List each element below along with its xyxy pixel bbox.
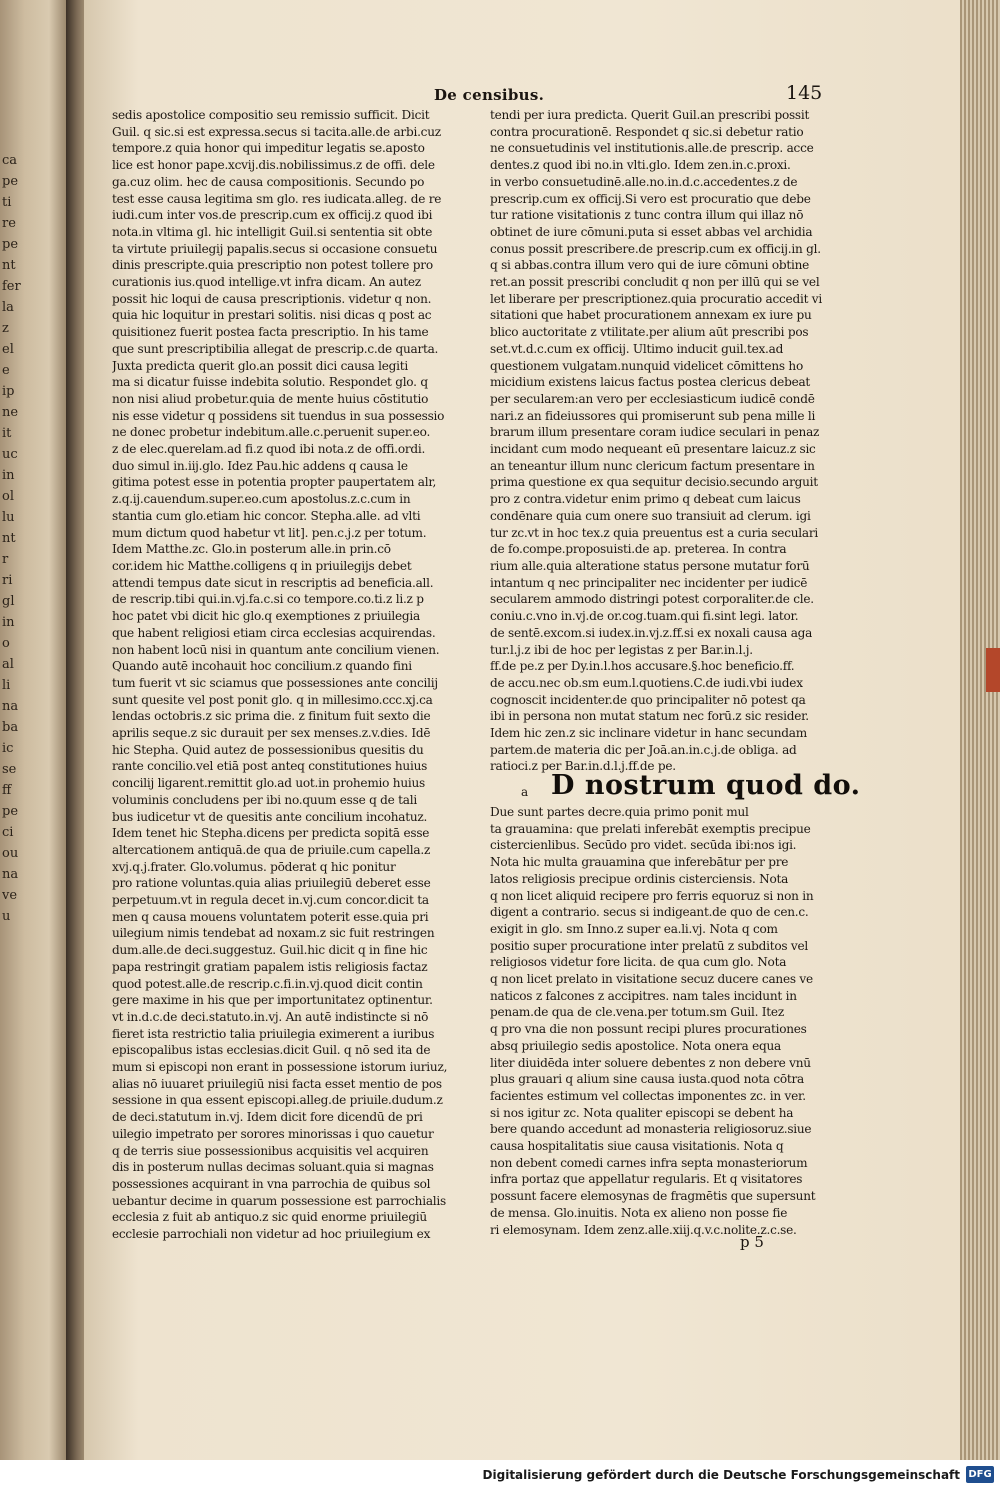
facing-page-fragment: in: [2, 615, 15, 630]
facing-page-fragment: al: [2, 657, 14, 672]
text-line: liter diuidēda inter soluere debentes z non debere vnū: [490, 1055, 811, 1070]
page-number: 145: [786, 82, 823, 104]
text-line: dum.alle.de deci.suggestuz. Guil.hic dicit q in fine hic: [112, 943, 428, 958]
facing-page-fragment: li: [2, 678, 11, 693]
text-line: facientes estimum vel collectas imponentes zc. in ver.: [490, 1088, 806, 1103]
text-line: de fo.compe.proposuisti.de ap. preterea. In contra: [490, 542, 787, 557]
text-line: iudi.cum inter vos.de prescrip.cum ex officij.z quod ibi: [112, 208, 433, 223]
text-line: voluminis concludens per ibi no.quum esse q de tali: [112, 792, 417, 807]
facing-page-fragment: ri: [2, 573, 13, 588]
footer-credit: Digitalisierung gefördert durch die Deutsche Forschungsgemeinschaft: [482, 1468, 960, 1482]
text-line: questionem vulgatam.nunquid videlicet cōmittens ho: [490, 358, 803, 373]
text-line: cistercienlibus. Secūdo pro videt. secūda ibi:nos igi.: [490, 838, 797, 853]
text-line: Nota hic multa grauamina que inferebātur per pre: [490, 855, 789, 870]
text-line: prescrip.cum ex officij.Si vero est procuratio que debe: [490, 191, 811, 206]
text-line: non nisi aliud probetur.quia de mente huius cōstitutio: [112, 391, 429, 406]
facing-page-fragment: gl: [2, 594, 15, 609]
facing-page-fragment: na: [2, 699, 19, 714]
text-line: absq priuilegio sedis apostolice. Nota onera equa: [490, 1038, 781, 1053]
text-line: stantia cum glo.etiam hic concor. Stepha.alle. ad vlti: [112, 508, 421, 523]
text-line: contra procurationē. Respondet q sic.si debetur ratio: [490, 124, 804, 139]
text-line: ma si dicatur fuisse indebita solutio. Respondet glo. q: [112, 375, 428, 390]
text-line: z.q.ij.cauendum.super.eo.cum apostolus.z.c.cum in: [112, 492, 411, 507]
text-line: dentes.z quod ibi no.in vlti.glo. Idem zen.in.c.proxi.: [490, 158, 791, 173]
text-line: cognoscit incidenter.de quo principaliter nō potest qa: [490, 692, 806, 707]
facing-page-fragment: r: [2, 552, 9, 567]
text-line: Due sunt partes decre.quia primo ponit mul: [490, 805, 749, 819]
text-line: lendas octobris.z sic prima die. z finitum fuit sexto die: [112, 709, 431, 724]
text-line: tur ratione visitationis z tunc contra illum qui illaz nō: [490, 208, 804, 223]
text-line: ta virtute priuilegij papalis.secus si occasione consuetu: [112, 241, 438, 256]
text-line: xvj.q.j.frater. Glo.volumus. pōderat q hic ponitur: [112, 859, 396, 874]
facing-page-fragment: se: [2, 762, 17, 777]
facing-page-fragment: z: [2, 321, 9, 336]
facing-page-fragment: nt: [2, 531, 16, 546]
dfg-logo-icon: DFG: [966, 1466, 994, 1483]
facing-page-fragment: nt: [2, 258, 16, 273]
text-line: sitationi que habet procurationem annexam ex iure pu: [490, 308, 812, 323]
text-line: non debent comedi carnes infra septa monasteriorum: [490, 1155, 808, 1170]
text-line: ff.de pe.z per Dy.in.l.hos accusare.§.hoc beneficio.ff.: [490, 659, 795, 674]
facing-page-fragment: e: [2, 363, 10, 378]
text-line: per secularem:an vero per ecclesiasticum iudicē condē: [490, 391, 815, 406]
text-line: tum fuerit vt sic sciamus que possessiones ante concilij: [112, 675, 438, 690]
text-line: quisitionez fuerit postea facta prescriptio. In his tame: [112, 325, 429, 340]
text-line: nota.in vltima gl. hic intelligit Guil.si sententia sit obte: [112, 224, 433, 239]
text-line: incidant cum modo nequeant eū presentare laicuz.z sic: [490, 442, 816, 457]
facing-page-fragment: la: [2, 300, 14, 315]
text-line: que sunt prescriptibilia allegat de prescrip.c.de quarta.: [112, 341, 439, 356]
text-line: quod potest.alle.de rescrip.c.fi.in.vj.quod dicit contin: [112, 976, 423, 991]
text-line: ne donec probetur indebitum.alle.c.peruenit super.eo.: [112, 425, 431, 440]
text-line: an teneantur illum nunc clericum factum presentare in: [490, 458, 815, 473]
text-line: q pro vna die non possunt recipi plures procurationes: [490, 1022, 807, 1037]
text-line: attendi tempus date sicut in rescriptis ad beneficia.all.: [112, 575, 434, 590]
facing-page-fragment: ca: [2, 153, 18, 168]
text-line: uilegium nimis tendebat ad noxam.z sic fuit restringen: [112, 926, 435, 941]
facing-page-fragment: ba: [2, 720, 19, 735]
text-line: uilegio impetrato per sorores minorissas i quo cauetur: [112, 1126, 434, 1141]
text-line: tur.l.j.z ibi de hoc per legistas z per Bar.in.l.j.: [490, 642, 753, 657]
text-line: ret.an possit prescribi concludit q non per illū qui se vel: [490, 275, 820, 290]
facing-page-fragment: uc: [2, 447, 18, 462]
text-line: altercationem antiquā.de qua de priuile.cum capella.z: [112, 842, 431, 857]
text-line: ga.cuz olim. hec de causa compositionis. Secundo po: [112, 174, 425, 189]
section-heading: D nostrum quod do.: [551, 770, 861, 801]
text-line: de sentē.excom.si iudex.in.vj.z.ff.si ex noxali causa aga: [490, 625, 813, 640]
facing-page-fragment: el: [2, 342, 14, 357]
text-line: possunt facere elemosynas de fragmētis que supersunt: [490, 1189, 816, 1204]
text-line: ecclesia z fuit ab antiquo.z sic quid enorme priuilegiū: [112, 1210, 427, 1225]
text-line: q non licet prelato in visitatione secuz ducere canes ve: [490, 972, 813, 987]
facing-page-fragment: in: [2, 468, 15, 483]
text-line: de rescrip.tibi qui.in.vj.fa.c.si co tempore.co.ti.z li.z p: [112, 592, 424, 607]
text-line: uebantur decime in quarum possessione est parrochialis: [112, 1193, 446, 1208]
bookmark-tab: [986, 648, 1000, 692]
text-line: causa hospitalitatis siue causa visitationis. Nota q: [490, 1139, 784, 1154]
text-line: quia hic loquitur in prestari solitis. nisi dicas q post ac: [112, 308, 432, 323]
running-head: De censibus.: [434, 86, 545, 104]
text-line: let liberare per prescriptionez.quia procuratio accedit vi: [490, 291, 822, 306]
text-line: men q causa mouens voluntatem poterit esse.quia pri: [112, 909, 429, 924]
facing-page-fragment: na: [2, 867, 19, 882]
text-line: religiosos videtur fore licita. de qua cum glo. Nota: [490, 955, 787, 970]
facing-page-fragment: ou: [2, 846, 19, 861]
text-line: hic Stepha. Quid autez de possessionibus quesitis du: [112, 742, 424, 757]
text-line: gitima potest esse in potentia propter paupertatem alr,: [112, 475, 437, 490]
text-line: papa restringit gratiam papalem istis religiosis factaz: [112, 959, 428, 974]
right-text-column-top: [490, 107, 830, 775]
text-line: de mensa. Glo.inuitis. Nota ex alieno non posse fie: [490, 1205, 788, 1220]
text-line: hoc patet vbi dicit hic glo.q exemptiones z priuilegia: [112, 609, 420, 624]
text-line: secularem ammodo distringi potest corporaliter.de cle.: [490, 592, 814, 607]
facing-page-fragment: pe: [2, 174, 19, 189]
text-line: ne consuetudinis vel institutionis.alle.de prescrip. acce: [490, 141, 814, 156]
facing-page-fragment: ol: [2, 489, 14, 504]
text-line: prima questione ex qua sequitur decisio.secundo arguit: [490, 475, 818, 490]
text-line: conus possit prescribere.de prescrip.cum ex officij.in gl.: [490, 241, 821, 256]
text-line: episcopalibus istas ecclesias.dicit Guil. q nō sed ita de: [112, 1043, 431, 1058]
text-line: gere maxime in his que per importunitatez optinentur.: [112, 993, 433, 1008]
facing-page-text-fragments: [2, 150, 62, 927]
text-line: mum si episcopi non erant in possessione istorum iuriuz,: [112, 1060, 448, 1075]
text-line: positio super procuratione inter prelatū z subditos vel: [490, 938, 809, 953]
text-line: q non licet aliquid recipere pro ferris equoruz si non in: [490, 888, 814, 903]
text-line: ibi in persona non mutat statum nec forū.z sic resider.: [490, 709, 809, 724]
text-line: curationis ius.quod intellige.vt infra dicam. An autez: [112, 275, 421, 290]
text-line: mum dictum quod habetur vt lit]. pen.c.j.z per totum.: [112, 525, 427, 540]
facing-page-fragment: u: [2, 909, 11, 924]
text-line: pro ratione voluntas.quia alias priuilegiū deberet esse: [112, 876, 431, 891]
text-line: exigit in glo. sm Inno.z super ea.li.vj. Nota q com: [490, 921, 778, 936]
text-line: nari.z an fideiussores qui promiserunt sub pena mille li: [490, 408, 816, 423]
text-line: infra portaz que appellatur regularis. Et q visitatores: [490, 1172, 803, 1187]
text-line: Idem tenet hic Stepha.dicens per predicta sopitā esse: [112, 826, 430, 841]
text-line: cor.idem hic Matthe.colligens q in priuilegijs debet: [112, 558, 412, 573]
text-line: sedis apostolice compositio seu remissio sufficit. Dicit: [112, 108, 430, 122]
text-line: penam.de qua de cle.vena.per totum.sm Guil. Itez: [490, 1005, 784, 1020]
text-line: nis esse videtur q possidens sit tuendus in sua possessio: [112, 408, 445, 423]
text-line: bere quando accedunt ad monasteria religiosoruz.siue: [490, 1122, 812, 1137]
text-line: latos religiosis precipue ordinis cisterciensis. Nota: [490, 871, 789, 886]
text-line: duo simul in.iij.glo. Idez Pau.hic addens q causa le: [112, 458, 408, 473]
facing-page-fragment: pe: [2, 804, 19, 819]
text-line: q de terris siue possessionibus acquisitis vel acquiren: [112, 1143, 429, 1158]
facing-page-fragment: it: [2, 426, 12, 441]
text-line: obtinet de iure cōmuni.puta si esset abbas vel archidia: [490, 224, 813, 239]
right-text-column-bottom: [490, 804, 830, 1238]
text-line: tur zc.vt in hoc tex.z quia preuentus est a curia seculari: [490, 525, 818, 540]
text-line: q si abbas.contra illum vero qui de iure cōmuni obtine: [490, 258, 810, 273]
margin-letter: a: [521, 785, 529, 799]
facing-page-fragment: ci: [2, 825, 14, 840]
facing-page-fragment: pe: [2, 237, 19, 252]
text-line: Idem hic zen.z sic inclinare videtur in hanc secundam: [490, 726, 807, 741]
text-line: lice est honor pape.xcvij.dis.nobilissimus.z de offi. dele: [112, 158, 435, 173]
text-line: perpetuum.vt in regula decet in.vj.cum concor.dicit ta: [112, 893, 429, 908]
facing-page-fragment: ve: [2, 888, 18, 903]
text-line: ecclesie parrochiali non videtur ad hoc priuilegium ex: [112, 1227, 431, 1242]
text-line: de deci.statutum in.vj. Idem dicit fore dicendū de pri: [112, 1110, 423, 1125]
text-line: que habent religiosi etiam circa ecclesias acquirendas.: [112, 625, 436, 640]
text-line: coniu.c.vno in.vj.de or.cog.tuam.qui fi.sint legi. lator.: [490, 609, 799, 624]
facing-page-fragment: ff: [2, 783, 12, 798]
text-line: naticos z falcones z accipitres. nam tales incidunt in: [490, 988, 797, 1003]
text-line: sessione in qua essent episcopi.alleg.de priuile.dudum.z: [112, 1093, 443, 1108]
text-line: concilij ligarent.remittit glo.ad uot.in prohemio huius: [112, 776, 425, 791]
text-line: digent a contrario. secus si indigeant.de quo de cen.c.: [490, 905, 809, 920]
text-line: set.vt.d.c.cum ex officij. Ultimo inducit guil.tex.ad: [490, 341, 784, 356]
text-line: possessiones acquirant in vna parrochia de quibus sol: [112, 1177, 431, 1191]
text-line: sunt quesite vel post ponit glo. q in millesimo.ccc.xj.ca: [112, 692, 433, 707]
page-stack-edge: [960, 0, 1000, 1460]
signature-mark: p 5: [740, 1233, 764, 1251]
text-line: ratioci.z per Bar.in.d.l.j.ff.de pe.: [490, 759, 676, 774]
text-line: blico auctoritate z vtilitate.per alium aūt prescribi pos: [490, 325, 809, 340]
text-line: Quando autē incohauit hoc concilium.z quando fini: [112, 659, 412, 674]
text-line: plus grauari q alium sine causa iusta.quod nota cōtra: [490, 1072, 805, 1087]
text-line: possit hic loqui de causa prescriptionis. videtur q non.: [112, 291, 432, 306]
text-line: condēnare quia cum onere suo transiuit ad clerum. igi: [490, 508, 811, 523]
text-line: dis in posterum nullas decimas soluant.quia si magnas: [112, 1160, 434, 1175]
text-line: brarum illum presentare coram iudice seculari in penaz: [490, 425, 820, 440]
digitization-footer: [0, 1460, 1000, 1491]
left-text-column: [112, 107, 452, 1243]
facing-page-fragment: ti: [2, 195, 12, 210]
facing-page-fragment: re: [2, 216, 16, 231]
facing-page-edge: [0, 0, 70, 1460]
text-line: fieret ista restrictio talia priuilegia eximerent a iuribus: [112, 1026, 435, 1041]
text-line: non habent locū nisi in quantum ante concilium vienen.: [112, 642, 440, 657]
text-line: bus iudicetur vt de quesitis ante concilium incohatuz.: [112, 809, 428, 824]
text-line: alias nō iuuaret priuilegiū nisi facta esset mentio de pos: [112, 1076, 442, 1091]
text-line: pro z contra.videtur enim primo q debeat cum laicus: [490, 492, 801, 507]
text-line: de accu.nec ob.sm eum.l.quotiens.C.de iudi.vbi iudex: [490, 675, 803, 690]
facing-page-fragment: ne: [2, 405, 19, 420]
text-line: aprilis seque.z sic durauit per sex menses.z.v.dies. Idē: [112, 726, 431, 741]
text-line: vt in.d.c.de deci.statuto.in.vj. An autē indistincte si nō: [112, 1009, 429, 1024]
text-line: in verbo consuetudinē.alle.no.in.d.c.accedentes.z de: [490, 174, 798, 189]
text-line: dinis prescripte.quia prescriptio non potest tollere pro: [112, 258, 433, 273]
facing-page-fragment: ic: [2, 741, 14, 756]
text-line: si nos igitur zc. Nota qualiter episcopi se debent ha: [490, 1105, 794, 1120]
text-line: Guil. q sic.si est expressa.secus si tacita.alle.de arbi.cuz: [112, 124, 441, 139]
text-line: z de elec.querelam.ad fi.z quod ibi nota.z de offi.ordi.: [112, 442, 426, 457]
text-line: ri elemosynam. Idem zenz.alle.xiij.q.v.c.nolite.z.c.se.: [490, 1222, 797, 1237]
text-line: tendi per iura predicta. Querit Guil.an prescribi possit: [490, 108, 810, 122]
text-line: Idem Matthe.zc. Glo.in posterum alle.in prin.cō: [112, 542, 391, 557]
facing-page-fragment: lu: [2, 510, 15, 525]
facing-page-fragment: ip: [2, 384, 15, 399]
text-line: tempore.z quia honor qui impeditur legatis se.aposto: [112, 141, 425, 156]
facing-page-fragment: fer: [2, 279, 21, 294]
text-line: Juxta predicta querit glo.an possit dici causa legiti: [112, 358, 409, 373]
text-line: rante concilio.vel etiā post anteq constitutiones huius: [112, 759, 428, 774]
text-line: test esse causa legitima sm glo. res iudicata.alleg. de re: [112, 191, 442, 206]
text-line: ta grauamina: que prelati inferebāt exemptis precipue: [490, 821, 811, 836]
text-line: micidium existens laicus factus postea clericus debeat: [490, 375, 811, 390]
text-line: intantum q nec principaliter nec incidenter per iudicē: [490, 575, 808, 590]
facing-page-fragment: o: [2, 636, 10, 651]
text-line: partem.de materia dic per Joā.an.in.c.j.de obliga. ad: [490, 742, 797, 757]
text-line: rium alle.quia alteratione status persone mutatur forū: [490, 558, 810, 573]
